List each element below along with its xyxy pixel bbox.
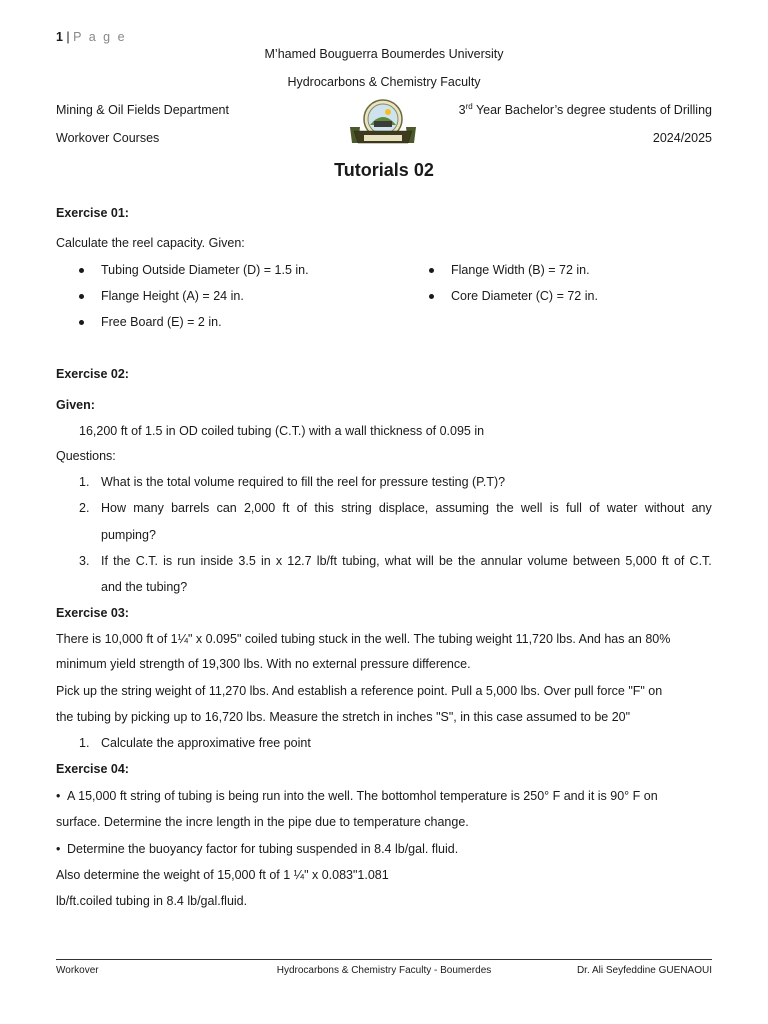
- ex2-q2-word: barrels: [171, 501, 210, 515]
- ex2-q1-number: 1.: [79, 475, 90, 489]
- bullet-dot: [429, 268, 434, 273]
- ex2-q3-word: of: [673, 554, 685, 568]
- ex3-line-4: the tubing by picking up to 16,720 lbs. Measure the stretch in inches "S", in this case assumed to be 20": [56, 710, 631, 724]
- page-separator: |: [62, 30, 74, 44]
- ex2-q2-word: How: [101, 501, 127, 515]
- ex1-item-core-diameter: Core Diameter (C) = 72 in.: [451, 289, 598, 303]
- page-title: Tutorials 02: [334, 160, 434, 180]
- footer-center: Hydrocarbons & Chemistry Faculty - Boumerdes: [276, 965, 492, 976]
- ex2-q2-word: without: [644, 501, 685, 515]
- ex2-q3-word: the: [113, 554, 131, 568]
- ex2-q3-word: x: [275, 554, 283, 568]
- ex3-line-2: minimum yield strength of 19,300 lbs. With no external pressure difference.: [56, 657, 471, 671]
- ex2-q3-word: 3.5: [238, 554, 256, 568]
- ex2-questions-label: Questions:: [56, 449, 116, 463]
- students-text: Year Bachelor’s degree students of Drilling: [472, 103, 712, 117]
- ex2-q2-word: this: [314, 501, 334, 515]
- ex4-bullet-2: •: [56, 842, 61, 856]
- exercise-01-intro: Calculate the reel capacity. Given:: [56, 236, 245, 250]
- ex2-q2-word: of: [589, 501, 600, 515]
- ex2-q2-word: well: [520, 501, 543, 515]
- footer-left: Workover: [56, 965, 99, 976]
- ex2-q2-number: 2.: [79, 501, 90, 515]
- ex2-q2-word: full: [565, 501, 582, 515]
- ex4-line-1: A 15,000 ft string of tubing is being run into the well. The bottomhol temperature is 250° F and it is 90° F on: [67, 789, 658, 803]
- faculty-name: Hydrocarbons & Chemistry Faculty: [287, 75, 481, 89]
- ex2-q1-text: What is the total volume required to fill the reel for pressure testing (P.T)?: [101, 475, 506, 489]
- ex2-q3-word: tubing,: [342, 554, 380, 568]
- ex2-q3-word: run: [177, 554, 196, 568]
- exercise-01-heading: Exercise 01:: [56, 206, 129, 220]
- students-level: [459, 103, 712, 117]
- ex2-q2-word: assuming: [435, 501, 490, 515]
- ex2-q3-word: be: [438, 554, 453, 568]
- ex2-q3-number: 3.: [79, 554, 90, 568]
- ex2-q3-word: volume: [527, 554, 568, 568]
- ex4-bullet-1: •: [56, 789, 61, 803]
- ex2-q2-word: string: [341, 501, 372, 515]
- ex2-q2-word: any: [691, 501, 712, 515]
- ex1-item-flange-width: Flange Width (B) = 72 in.: [451, 263, 590, 277]
- academic-year: 2024/2025: [652, 131, 712, 145]
- ex2-q2-word: ft: [282, 501, 290, 515]
- ex2-given-label: Given:: [56, 398, 95, 412]
- ex2-q3-continuation: and the tubing?: [101, 580, 188, 594]
- exercise-04-heading: Exercise 04:: [56, 762, 129, 776]
- ex2-q2-word: of: [296, 501, 308, 515]
- ex2-q2-word: is: [549, 501, 559, 515]
- ex2-q2-word: water: [606, 501, 638, 515]
- ex4-line-4: Also determine the weight of 15,000 ft of 1 ¼" x 0.083"1.081: [56, 868, 389, 882]
- ex2-given-text: 16,200 ft of 1.5 in OD coiled tubing (C.T.) with a wall thickness of 0.095 in: [79, 424, 485, 438]
- ex1-item-tubing-od: Tubing Outside Diameter (D) = 1.5 in.: [101, 263, 309, 277]
- ex2-q3-word: 5,000: [625, 554, 657, 568]
- ex2-q3-word: If: [101, 554, 108, 568]
- footer-divider: [56, 959, 712, 960]
- ex2-q2-word: the: [496, 501, 514, 515]
- ex2-q2-continuation: pumping?: [101, 528, 156, 542]
- university-logo: [346, 97, 420, 149]
- ex1-item-free-board: Free Board (E) = 2 in.: [101, 315, 222, 329]
- course-name: Workover Courses: [56, 131, 160, 145]
- ex3-line-1: There is 10,000 ft of 1¼" x 0.095" coiled tubing stuck in the well. The tubing weight 11,720 lbs. And has an 80%: [56, 632, 671, 646]
- ex2-q2-line: [101, 501, 712, 515]
- ex2-q2-word: 2,000: [243, 501, 276, 515]
- students-year: 3: [458, 103, 466, 117]
- ex2-q3-word: is: [163, 554, 173, 568]
- ex2-q3-word: between: [572, 554, 621, 568]
- ex2-q2-word: displace,: [378, 501, 429, 515]
- bullet-dot: [429, 294, 434, 299]
- ex2-q3-word: lb/ft: [316, 554, 337, 568]
- page-number: [56, 30, 127, 44]
- ex4-line-5: lb/ft.coiled tubing in 8.4 lb/gal.fluid.: [56, 894, 248, 908]
- department-name: Mining & Oil Fields Department: [56, 103, 229, 117]
- ex2-q2-word: can: [216, 501, 237, 515]
- bullet-dot: [79, 294, 84, 299]
- ex2-q3-word: inside: [200, 554, 234, 568]
- ex3-q1-number: 1.: [79, 736, 90, 750]
- ex2-q3-word: will: [416, 554, 434, 568]
- page-number-value: 1: [56, 30, 63, 44]
- exercise-03-heading: Exercise 03:: [56, 606, 129, 620]
- ex3-q1-text: Calculate the approximative free point: [101, 736, 311, 750]
- ex4-line-2: surface. Determine the incre length in the pipe due to temperature change.: [56, 815, 469, 829]
- ex2-q2-word: many: [133, 501, 164, 515]
- university-name: M’hamed Bouguerra Boumerdes University: [264, 47, 504, 61]
- ex2-q3-word: in: [260, 554, 271, 568]
- exercise-02-heading: Exercise 02:: [56, 367, 129, 381]
- ex2-q3-word: C.T.: [135, 554, 158, 568]
- ex2-q3-word: 12.7: [287, 554, 312, 568]
- ex1-item-flange-height: Flange Height (A) = 24 in.: [101, 289, 244, 303]
- page-word: P a g e: [73, 30, 127, 44]
- ex3-line-3: Pick up the string weight of 11,270 lbs. And establish a reference point. Pull a 5,000 lbs. Over pull force "F" on: [56, 684, 663, 698]
- students-year-sup: rd: [465, 101, 473, 111]
- ex2-q3-word: the: [458, 554, 476, 568]
- footer-right: Dr. Ali Seyfeddine GUENAOUI: [576, 965, 712, 976]
- bullet-dot: [79, 320, 84, 325]
- ex2-q3-word: ft: [661, 554, 669, 568]
- ex2-q3-word: what: [384, 554, 412, 568]
- ex2-q3-line: [101, 554, 712, 568]
- ex4-line-3: Determine the buoyancy factor for tubing suspended in 8.4 lb/gal. fluid.: [67, 842, 459, 856]
- ex2-q3-word: C.T.: [689, 554, 712, 568]
- bullet-dot: [79, 268, 84, 273]
- ex2-q3-word: annular: [480, 554, 523, 568]
